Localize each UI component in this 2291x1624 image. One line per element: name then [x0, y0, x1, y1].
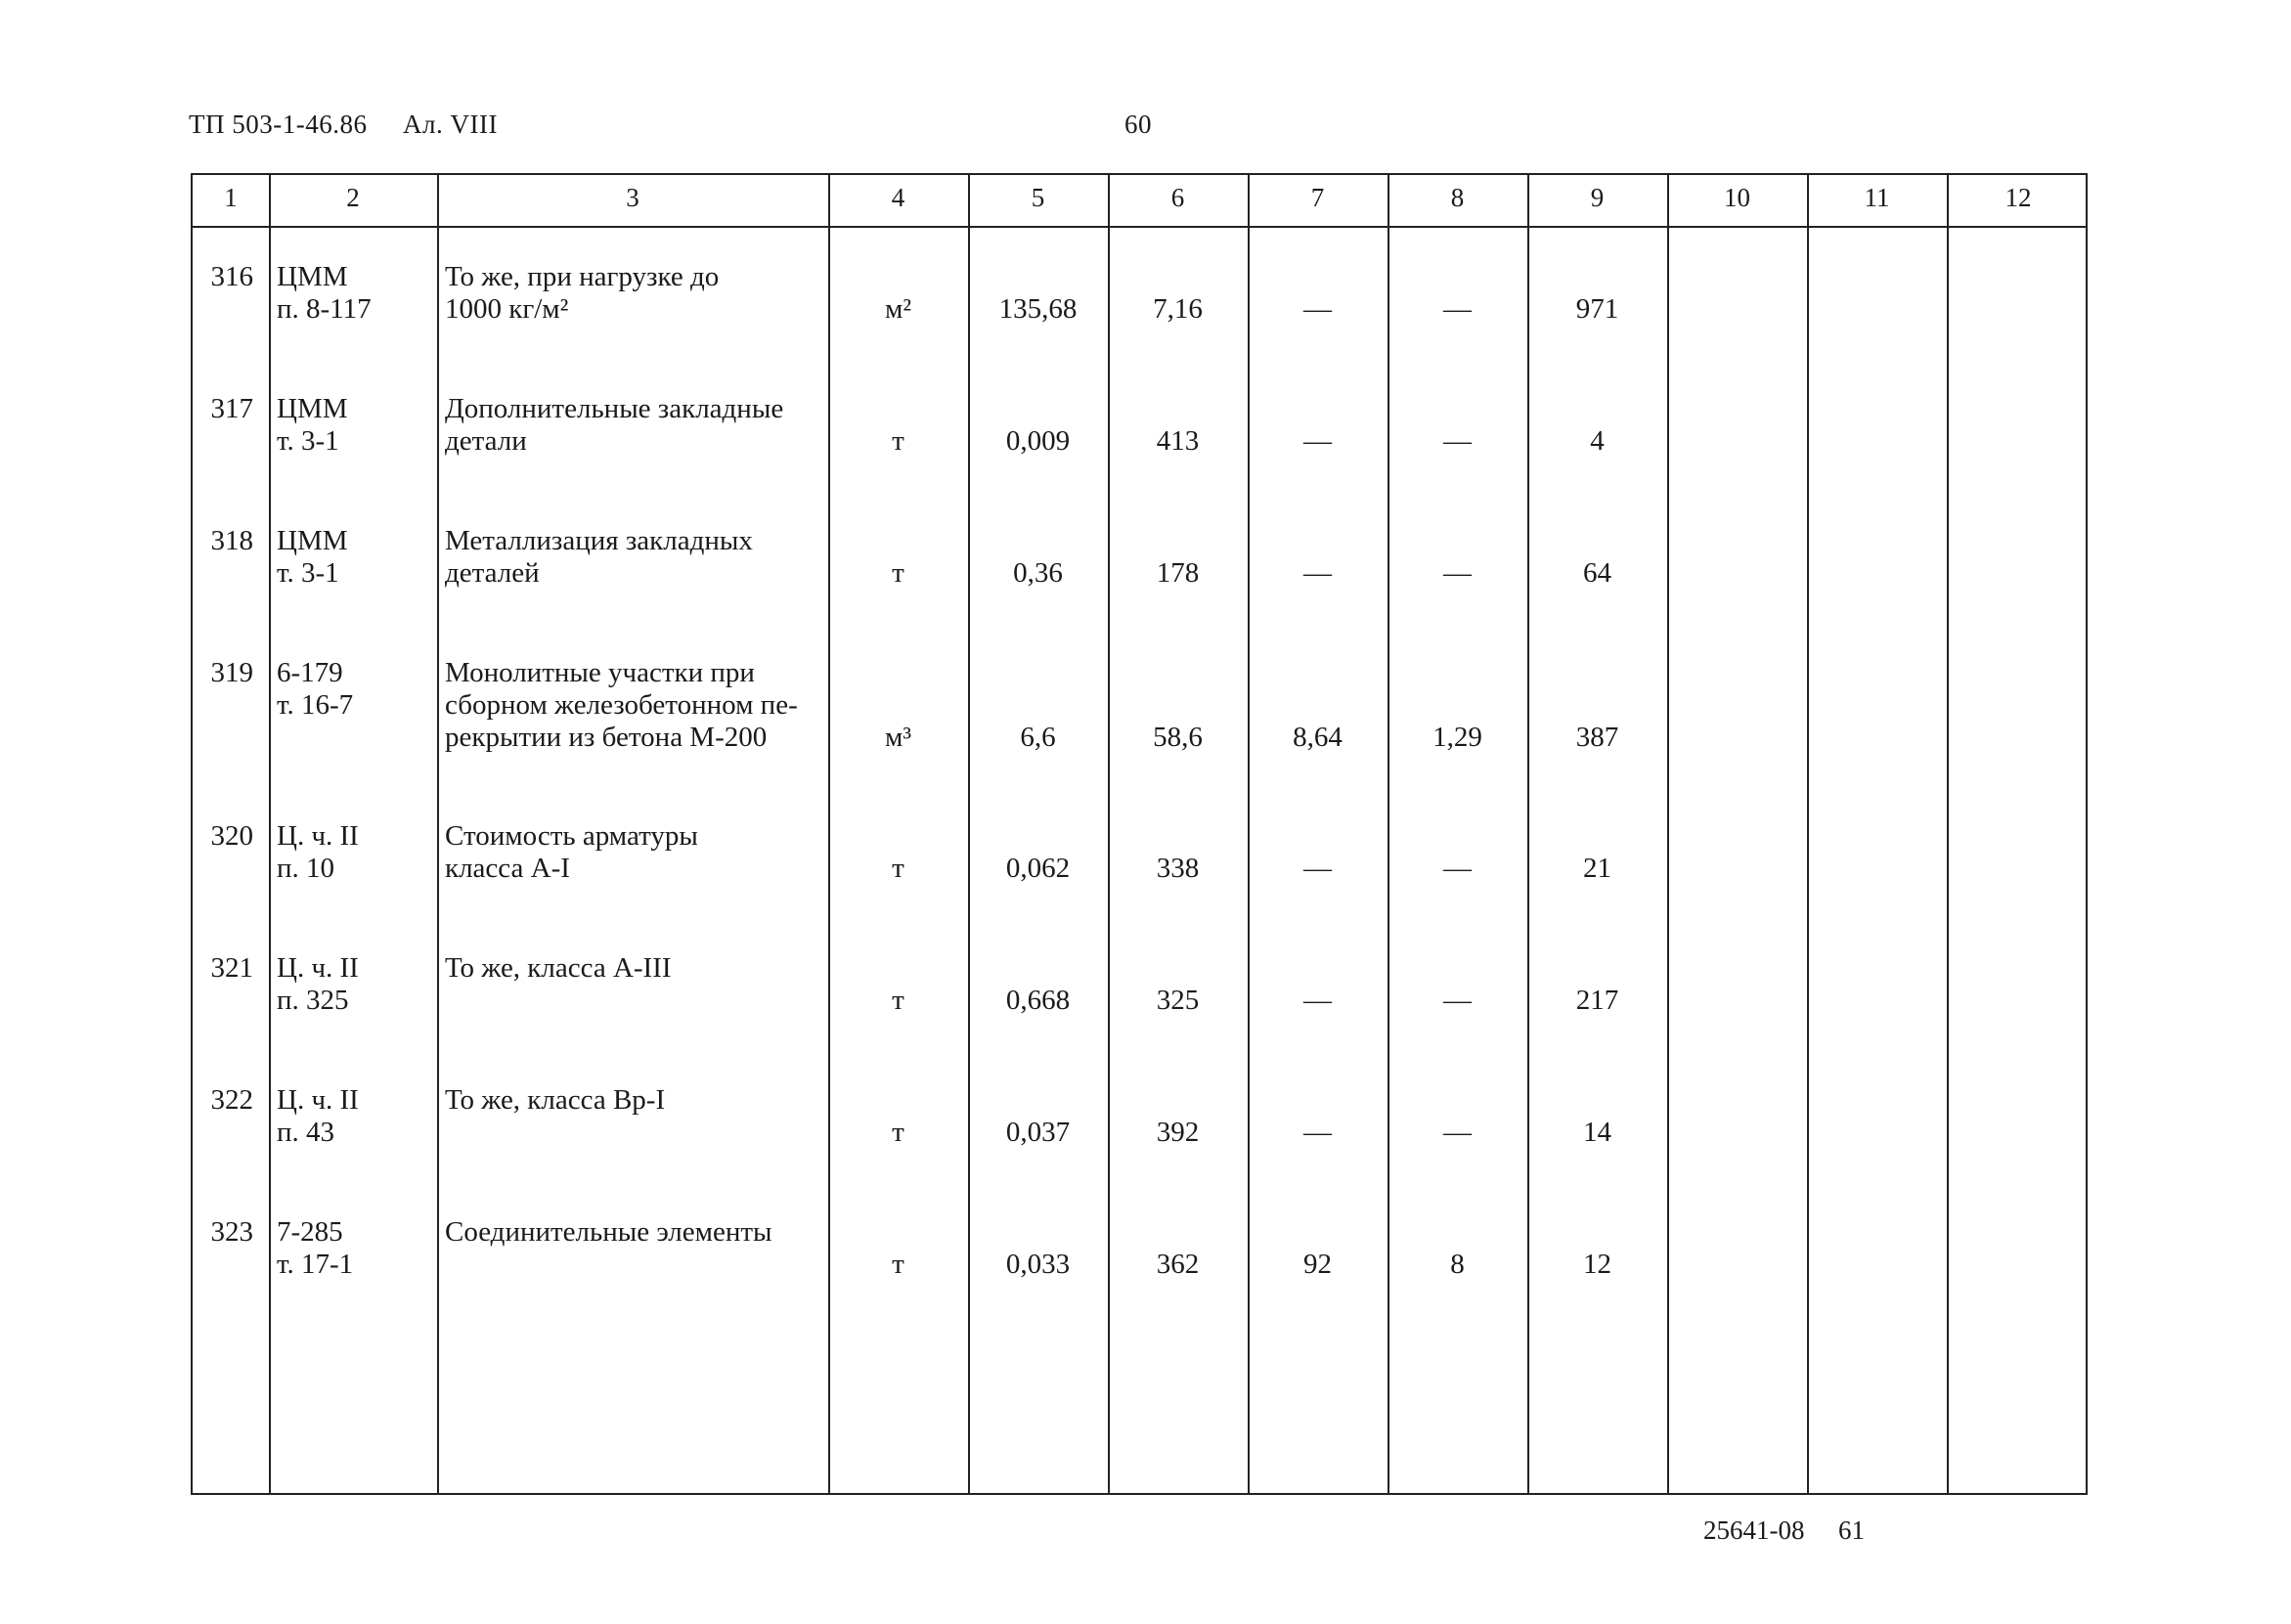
norm-reference-item: т. 17-1: [277, 1249, 354, 1280]
column-7-value: —: [1303, 1117, 1332, 1148]
column-number: 8: [1450, 183, 1465, 212]
norm-reference: 6-179: [277, 657, 343, 688]
work-description: То же, класса А-III: [445, 952, 672, 984]
unit-price: 325: [1156, 985, 1200, 1016]
work-description: Монолитные участки при: [445, 657, 755, 688]
unit-price: 178: [1156, 557, 1200, 589]
norm-reference: ЦММ: [277, 525, 348, 556]
norm-reference-item: п. 43: [277, 1117, 335, 1148]
unit-price: 338: [1156, 853, 1200, 884]
unit: м³: [884, 722, 912, 753]
column-8-value: —: [1443, 425, 1472, 457]
work-description: Соединительные элементы: [445, 1216, 772, 1248]
norm-reference-item: т. 3-1: [277, 425, 339, 457]
work-description-line: рекрытии из бетона М-200: [445, 722, 768, 753]
row-number: 321: [210, 952, 253, 984]
column-7-value: —: [1303, 853, 1332, 884]
estimate-table: [191, 173, 2088, 1495]
document-code: ТП 503-1-46.86: [189, 110, 368, 139]
column-number: 3: [626, 183, 639, 212]
unit: т: [892, 985, 904, 1016]
quantity: 0,033: [1005, 1249, 1071, 1280]
column-number: 5: [1031, 183, 1045, 212]
quantity: 0,037: [1005, 1117, 1071, 1148]
column-divider: [437, 175, 439, 1493]
column-number: 1: [224, 183, 238, 212]
total-cost: 14: [1583, 1117, 1611, 1148]
unit-price: 362: [1156, 1249, 1200, 1280]
norm-reference-item: п. 8-117: [277, 293, 372, 325]
column-8-value: —: [1443, 1117, 1472, 1148]
unit: т: [892, 1249, 904, 1280]
column-7-value: —: [1303, 293, 1332, 325]
work-description: То же, класса Вр-I: [445, 1084, 666, 1116]
unit: т: [892, 557, 904, 589]
total-cost: 217: [1575, 985, 1619, 1016]
column-divider: [1527, 175, 1529, 1493]
norm-reference-item: п. 10: [277, 853, 335, 884]
total-cost: 387: [1575, 722, 1619, 753]
unit-price: 7,16: [1153, 293, 1203, 325]
column-8-value: 1,29: [1432, 722, 1482, 753]
total-cost: 21: [1583, 853, 1611, 884]
column-7-value: —: [1303, 425, 1332, 457]
unit: м²: [884, 293, 912, 325]
norm-reference: Ц. ч. II: [277, 820, 359, 852]
column-divider: [1947, 175, 1949, 1493]
norm-reference-item: п. 325: [277, 985, 349, 1016]
column-8-value: —: [1443, 853, 1472, 884]
unit: т: [892, 1117, 904, 1148]
work-description-line: сборном железобетонном пе-: [445, 689, 798, 721]
total-cost: 12: [1583, 1249, 1611, 1280]
quantity: 0,36: [1013, 557, 1063, 589]
norm-reference-item: т. 3-1: [277, 557, 339, 589]
column-divider: [828, 175, 830, 1493]
unit-price: 58,6: [1153, 722, 1203, 753]
work-description: То же, при нагрузке до: [445, 261, 720, 292]
column-8-value: —: [1443, 293, 1472, 325]
row-number: 318: [210, 525, 253, 556]
footer-page-number: 61: [1838, 1515, 1865, 1545]
work-description-line: деталей: [445, 557, 540, 589]
norm-reference: 7-285: [277, 1216, 343, 1248]
quantity: 6,6: [1020, 722, 1056, 753]
column-divider: [269, 175, 271, 1493]
row-number: 323: [210, 1216, 253, 1248]
unit: т: [892, 425, 904, 457]
total-cost: 971: [1575, 293, 1619, 325]
column-7-value: —: [1303, 557, 1332, 589]
column-8-value: —: [1443, 985, 1472, 1016]
column-number: 10: [1724, 183, 1750, 212]
column-number: 7: [1310, 183, 1325, 212]
row-number: 319: [210, 657, 253, 688]
column-number: 2: [346, 183, 360, 212]
header-divider: [193, 226, 2086, 228]
row-number: 320: [210, 820, 253, 852]
row-number: 316: [210, 261, 253, 292]
column-divider: [1248, 175, 1250, 1493]
column-divider: [968, 175, 970, 1493]
column-number: 11: [1864, 183, 1890, 212]
total-cost: 64: [1583, 557, 1611, 589]
work-description-line: детали: [445, 425, 527, 457]
column-8-value: —: [1443, 557, 1472, 589]
unit-price: 413: [1156, 425, 1200, 457]
norm-reference: Ц. ч. II: [277, 1084, 359, 1116]
column-number: 4: [891, 183, 905, 212]
column-7-value: 8,64: [1293, 722, 1343, 753]
quantity: 0,009: [1005, 425, 1071, 457]
norm-reference-item: т. 16-7: [277, 689, 354, 721]
row-number: 322: [210, 1084, 253, 1116]
unit: т: [892, 853, 904, 884]
work-description-line: 1000 кг/м²: [445, 293, 569, 325]
norm-reference: Ц. ч. II: [277, 952, 359, 984]
work-description: Дополнительные закладные: [445, 393, 784, 424]
footer-code: 25641-08: [1703, 1515, 1805, 1545]
column-number: 9: [1590, 183, 1605, 212]
column-divider: [1108, 175, 1110, 1493]
column-7-value: 92: [1303, 1249, 1332, 1280]
norm-reference: ЦММ: [277, 393, 348, 424]
column-8-value: 8: [1450, 1249, 1465, 1280]
column-number: 12: [2005, 183, 2032, 212]
column-number: 6: [1170, 183, 1185, 212]
quantity: 135,68: [998, 293, 1078, 325]
work-description: Металлизация закладных: [445, 525, 753, 556]
column-divider: [1667, 175, 1669, 1493]
work-description-line: класса А-I: [445, 853, 570, 884]
quantity: 0,668: [1005, 985, 1071, 1016]
quantity: 0,062: [1005, 853, 1071, 884]
sheet-code: Ал. VIII: [403, 110, 498, 139]
total-cost: 4: [1590, 425, 1605, 457]
row-number: 317: [210, 393, 253, 424]
column-7-value: —: [1303, 985, 1332, 1016]
column-divider: [1388, 175, 1389, 1493]
unit-price: 392: [1156, 1117, 1200, 1148]
column-divider: [1807, 175, 1809, 1493]
page-number: 60: [1124, 110, 1152, 139]
norm-reference: ЦММ: [277, 261, 348, 292]
work-description: Стоимость арматуры: [445, 820, 698, 852]
